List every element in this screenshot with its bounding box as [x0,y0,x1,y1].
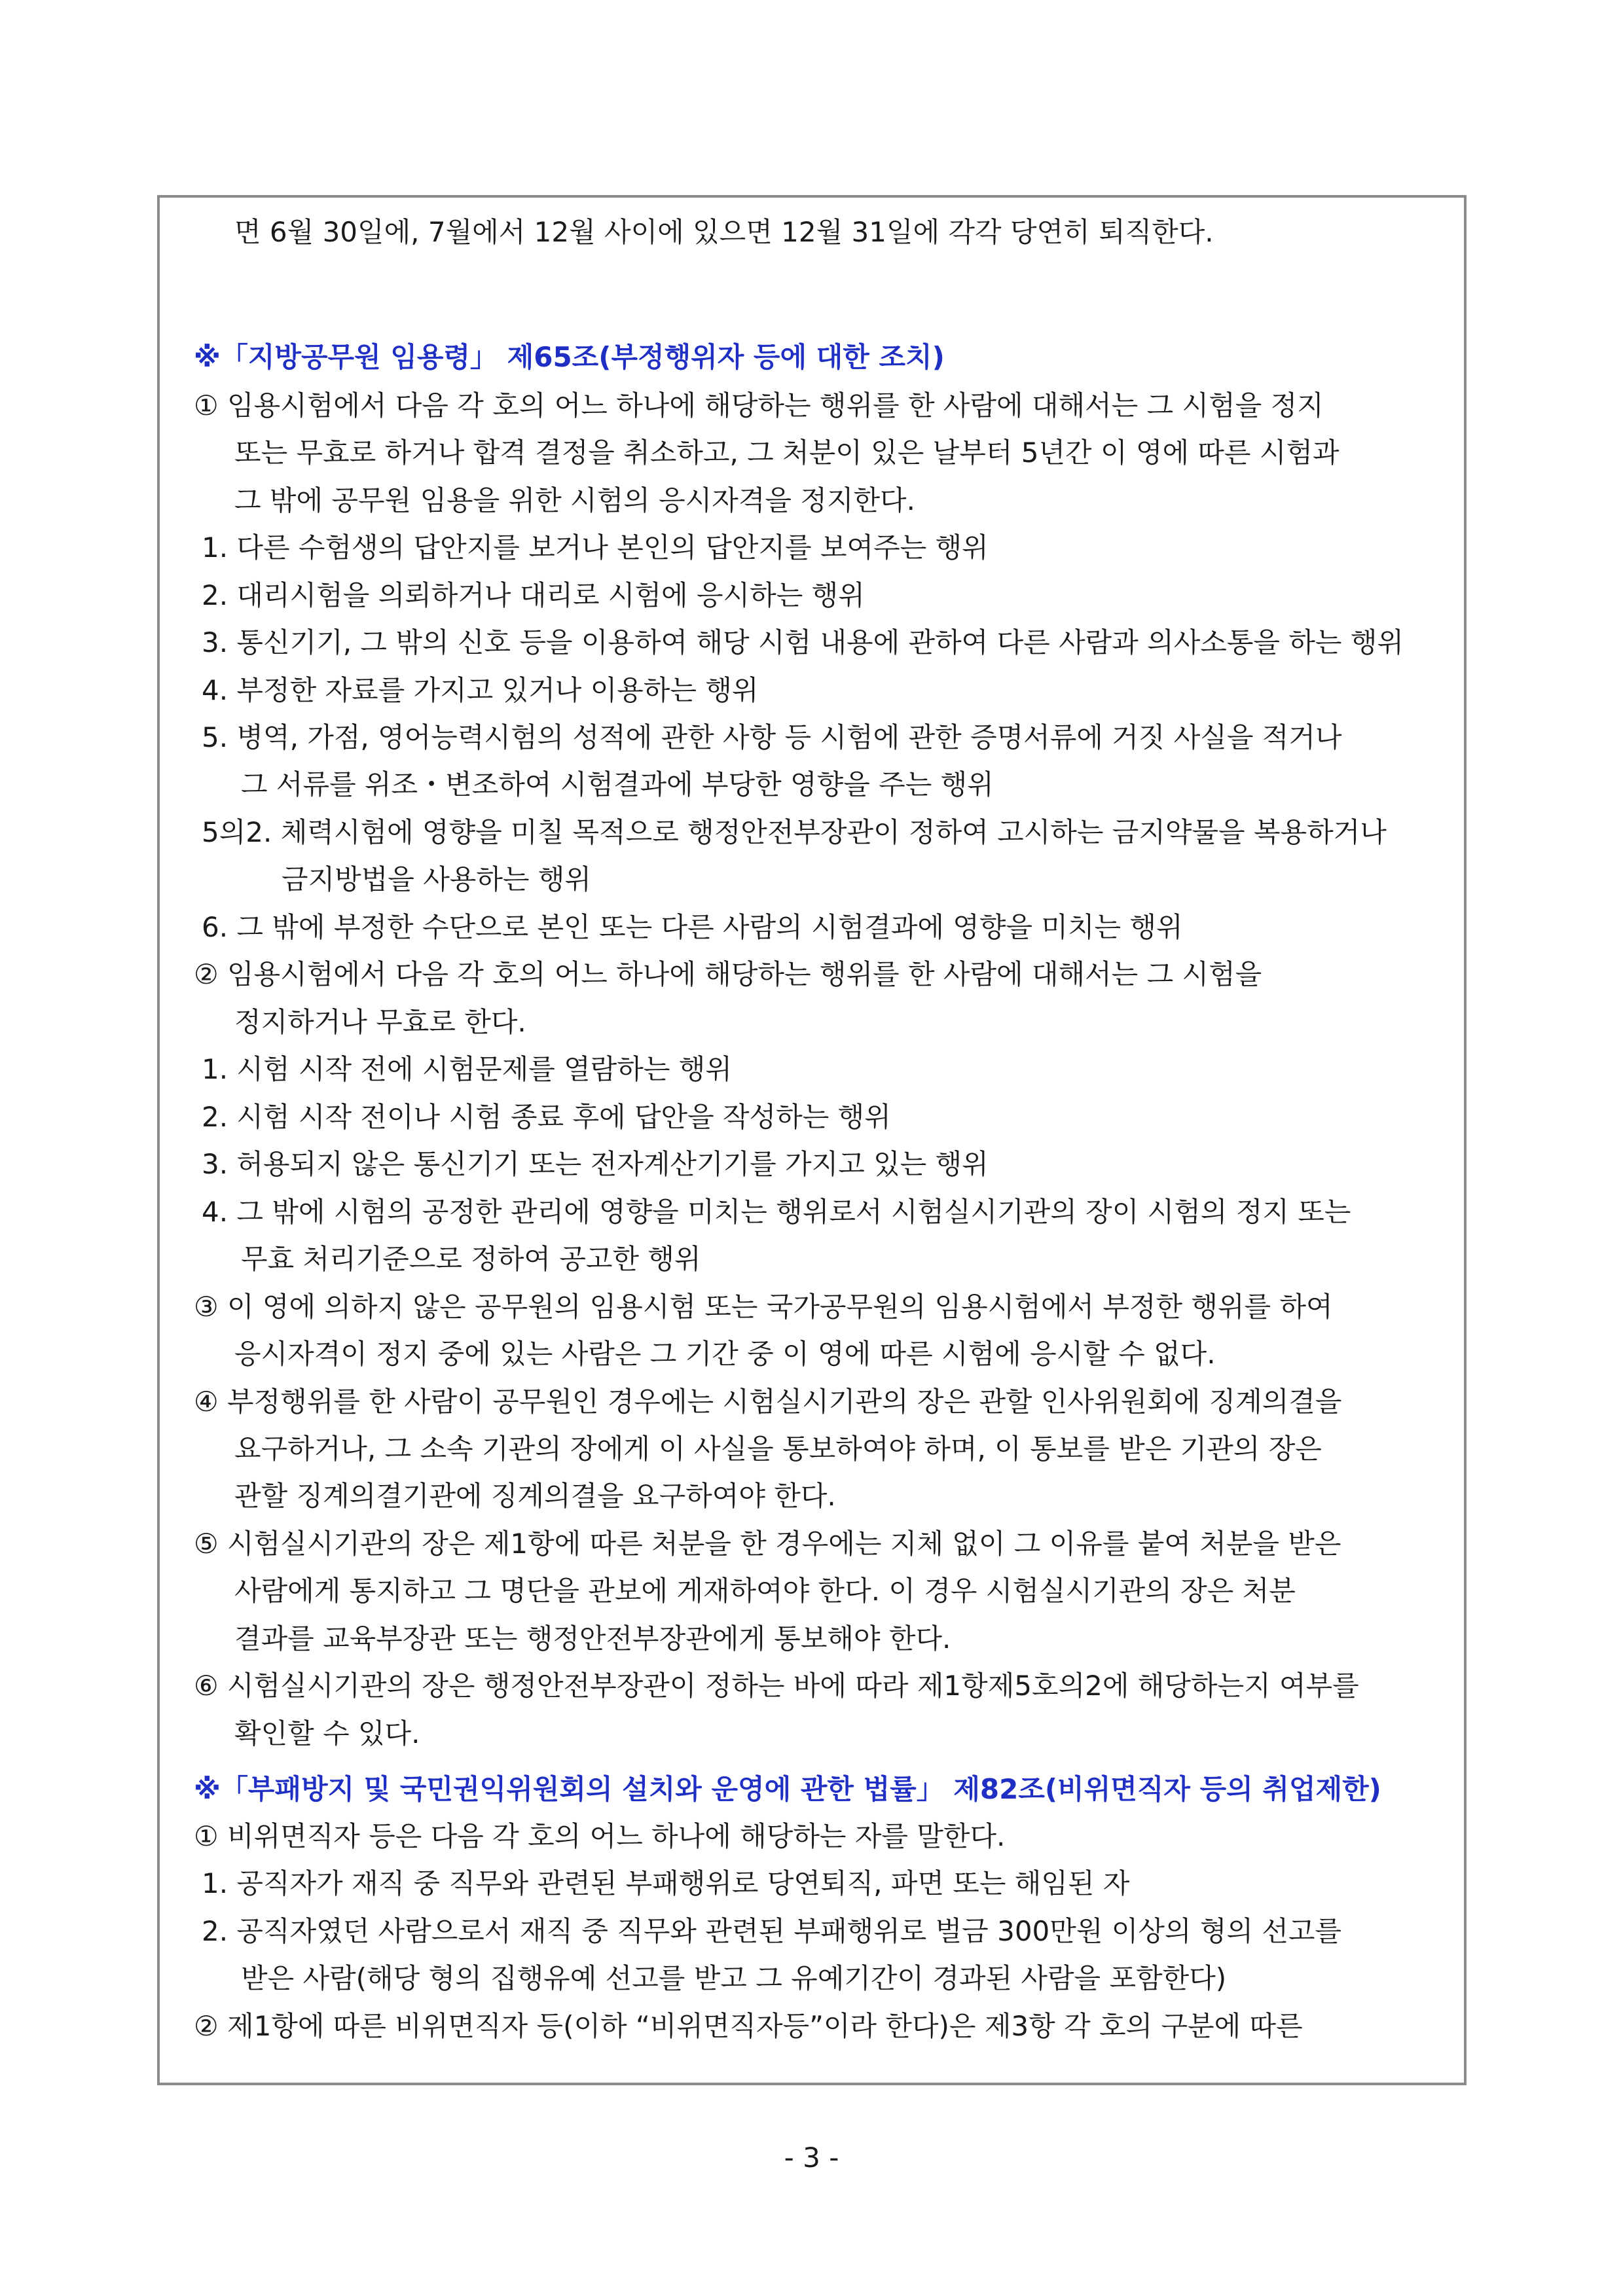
text-line: 무효 처리기준으로 정하여 공고한 행위 [241,1243,701,1275]
text-line: ② 제1항에 따른 비위면직자 등(이하 “비위면직자등”이라 한다)은 제3항 각 호의 구분에 따른 [194,2010,1303,2042]
text-line: 관할 징계의결기관에 징계의결을 요구하여야 한다. [234,1480,836,1512]
text-line: 결과를 교육부장관 또는 행정안전부장관에게 통보해야 한다. [234,1623,951,1655]
text-line: 받은 사람(해당 형의 집행유예 선고를 받고 그 유예기간이 경과된 사람을 포함한다) [241,1962,1227,1994]
page-number: - 3 - [784,2142,839,2174]
text-line: ⑤ 시험실시기관의 장은 제1항에 따른 처분을 한 경우에는 지체 없이 그 이유를 붙여 처분을 받은 [194,1528,1341,1560]
text-line: 면 6월 30일에, 7월에서 12월 사이에 있으면 12월 31일에 각각 당연히 퇴직한다. [234,216,1214,248]
text-line: 응시자격이 정지 중에 있는 사람은 그 기간 중 이 영에 따른 시험에 응시할 수 없다. [234,1338,1216,1370]
text-line: 1. 공직자가 재직 중 직무와 관련된 부패행위로 당연퇴직, 파면 또는 해임된 자 [202,1867,1130,1899]
text-line: 4. 그 밖에 시험의 공정한 관리에 영향을 미치는 행위로서 시험실시기관의 장이 시험의 정지 또는 [202,1196,1351,1228]
text-line: 요구하거나, 그 소속 기관의 장에게 이 사실을 통보하여야 하며, 이 통보를 받은 기관의 장은 [234,1433,1322,1465]
text-line: ② 임용시험에서 다음 각 호의 어느 하나에 해당하는 행위를 한 사람에 대해서는 그 시험을 [194,958,1262,990]
text-line: 2. 시험 시작 전이나 시험 종료 후에 답안을 작성하는 행위 [202,1101,891,1133]
text-line: 3. 통신기기, 그 밖의 신호 등을 이용하여 해당 시험 내용에 관하여 다른 사람과 의사소통을 하는 행위 [202,626,1404,658]
text-line: 4. 부정한 자료를 가지고 있거나 이용하는 행위 [202,674,759,706]
text-line: 6. 그 밖에 부정한 수단으로 본인 또는 다른 사람의 시험결과에 영향을 미치는 행위 [202,911,1183,943]
text-line: ① 임용시험에서 다음 각 호의 어느 하나에 해당하는 행위를 한 사람에 대해서는 그 시험을 정지 [194,389,1324,422]
text-line: 1. 시험 시작 전에 시험문제를 열람하는 행위 [202,1053,732,1085]
section-heading: ※「지방공무원 임용령」 제65조(부정행위자 등에 대한 조치) [194,341,945,373]
text-line: 그 밖에 공무원 임용을 위한 시험의 응시자격을 정지한다. [234,484,915,516]
text-line: 2. 대리시험을 의뢰하거나 대리로 시험에 응시하는 행위 [202,579,865,611]
text-line: 5. 병역, 가점, 영어능력시험의 성적에 관한 사항 등 시험에 관한 증명서류에 거짓 사실을 적거나 [202,721,1342,753]
text-line: 그 서류를 위조・변조하여 시험결과에 부당한 영향을 주는 행위 [241,768,994,800]
text-line: 정지하거나 무효로 한다. [234,1006,526,1038]
section-heading: ※「부패방지 및 국민권익위원회의 설치와 운영에 관한 법률」 제82조(비위면직자 등의 취업제한) [194,1773,1381,1805]
text-line: 확인할 수 있다. [234,1717,420,1749]
text-line: 2. 공직자였던 사람으로서 재직 중 직무와 관련된 부패행위로 벌금 300만원 이상의 형의 선고를 [202,1915,1342,1947]
text-line: 또는 무효로 하거나 합격 결정을 취소하고, 그 처분이 있은 날부터 5년간 이 영에 따른 시험과 [234,437,1340,469]
text-line: 5의2. 체력시험에 영향을 미칠 목적으로 행정안전부장관이 정하여 고시하는 금지약물을 복용하거나 [202,816,1387,848]
text-line: 사람에게 통지하고 그 명단을 관보에 게재하여야 한다. 이 경우 시험실시기관의 장은 처분 [234,1575,1296,1607]
text-line: 금지방법을 사용하는 행위 [282,863,591,895]
text-line: 1. 다른 수험생의 답안지를 보거나 본인의 답안지를 보여주는 행위 [202,531,989,564]
text-line: 3. 허용되지 않은 통신기기 또는 전자계산기기를 가지고 있는 행위 [202,1148,989,1180]
text-line: ③ 이 영에 의하지 않은 공무원의 임용시험 또는 국가공무원의 임용시험에서 부정한 행위를 하여 [194,1291,1333,1323]
text-line: ④ 부정행위를 한 사람이 공무원인 경우에는 시험실시기관의 장은 관할 인사위원회에 징계의결을 [194,1386,1342,1418]
text-line: ⑥ 시험실시기관의 장은 행정안전부장관이 정하는 바에 따라 제1항제5호의2에 해당하는지 여부를 [194,1670,1359,1702]
text-line: ① 비위면직자 등은 다음 각 호의 어느 하나에 해당하는 자를 말한다. [194,1820,1006,1852]
